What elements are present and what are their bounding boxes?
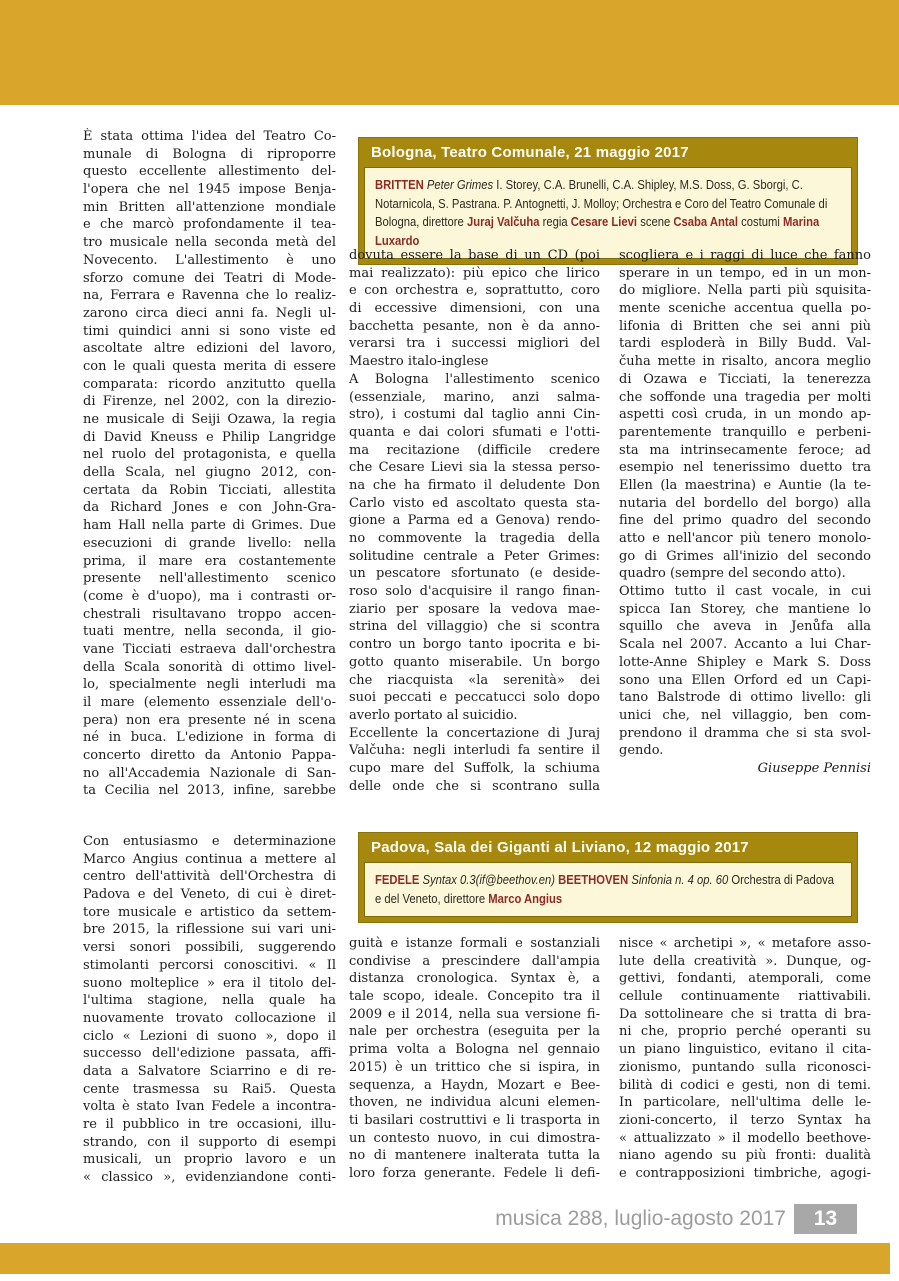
text-line: Carlo visto ed ascoltato questa sta- (349, 495, 600, 511)
text-line: loro forza generante. Fedele li defi- (349, 1165, 600, 1181)
text-line: solitudine centrale a Peter Grimes: (349, 548, 600, 564)
text-line: averlo portato al suicidio. (349, 707, 518, 723)
text-line: contro un borgo tanto ipocrita e bi- (349, 637, 600, 653)
text-line: aspetti così cruda, in un mondo ap- (619, 407, 871, 423)
review-box-cast-panel-bologna (364, 167, 852, 259)
cast-segment: Sinfonia n. 4 op. 60 (628, 873, 732, 887)
cast-segment: BEETHOVEN (558, 873, 629, 887)
text-line: musicali, un proprio lavoro e un (83, 1152, 336, 1168)
text-line: Ellen (la maestrina) e Auntie (la te- (619, 477, 871, 493)
text-line: timi quindici anni si sono viste ed (83, 323, 336, 339)
text-line: min Britten all'attenzione mondiale (83, 199, 336, 215)
text-line: Eccellente la concertazione di Juraj (349, 725, 600, 741)
text-line: tuati mentre, nella seconda, il gio- (83, 624, 336, 640)
text-line: mente sceniche accentua quella po- (619, 301, 871, 317)
review-header-box-bologna (358, 137, 858, 265)
text-line: parentemente tranquillo e perbeni- (619, 424, 871, 440)
review-box-cast-panel-padova (364, 862, 852, 917)
text-line: Scala nel 2007. Accanto a lui Char- (619, 637, 871, 653)
text-line: do migliore. Nella parti più squisita- (619, 283, 871, 299)
text-line: Con entusiasmo e determinazione (83, 834, 336, 849)
text-line: comparata: ricordo anzitutto quella (83, 376, 336, 392)
text-line: lifonia di Britten che sei anni più (619, 318, 871, 334)
text-line: e che marcò profondamente il tea- (83, 217, 336, 233)
text-line: re il pubblico in tre occasioni, illu- (83, 1117, 336, 1132)
text-line: munale di Bologna di riproporre (83, 146, 336, 162)
text-line: zioni-concerto, il terzo Syntax ha (619, 1112, 871, 1128)
text-line: mai realizzato): più epico che lirico (349, 265, 600, 281)
page-footer (495, 1203, 857, 1234)
text-line: nuovamente trovato collocazione il (83, 1010, 336, 1026)
text-line: ciclo « Lezioni di suono », dopo il (83, 1028, 336, 1044)
text-line: dovuta essere la base di un CD (poi (349, 248, 600, 263)
text-line: 2009 e il 2014, nella sua versione fi- (349, 1006, 600, 1022)
text-line: data a Salvatore Sciarrino e di re- (83, 1063, 336, 1079)
text-line: gotto quanto miserabile. Un borgo (349, 654, 600, 670)
text-line: l'opera che nel 1945 impose Benja- (83, 182, 336, 198)
text-line: delle onde che si scontrano sulla (349, 778, 600, 794)
page-number-badge: 13 (794, 1204, 857, 1234)
text-line: lo, specialmente negli interludi ma (83, 677, 336, 693)
text-line: di eccessive dimensioni, con una (349, 301, 600, 317)
text-line: no di mantenere inalterata tutta la (349, 1148, 600, 1164)
text-line: il mare (elemento essenziale dell'o- (83, 695, 336, 710)
text-line: pera) non era presente né in scena (83, 712, 336, 728)
text-line: tore musicale e artistico da settem- (83, 904, 336, 920)
text-line: prima, il mare era costantemente (83, 553, 336, 569)
text-line: lute della creatività ». Dunque, og- (619, 953, 871, 969)
text-line: vane Ticciati estraeva dall'orchestra (83, 641, 336, 657)
text-line: no all'Accademia Nazionale di San- (83, 765, 336, 781)
text-line: nel ruolo del protagonista, e quella (83, 447, 336, 463)
text-line: ma recitazione (difficile credere (349, 442, 600, 458)
text-line: ti basilari costruttivi e li trasporta in (349, 1112, 600, 1128)
bottom-gold-band (0, 1243, 890, 1274)
review-box-title-bologna: Bologna, Teatro Comunale, 21 maggio 2017 (371, 144, 689, 161)
padova-column-right (619, 935, 871, 1183)
text-line: l'ultima stagione, nella quale ha (83, 993, 336, 1009)
text-line: nisce « archetipi », « metafore asso- (619, 936, 871, 951)
text-line: concerto diretto da Antonio Pappa- (83, 748, 336, 764)
cast-segment: Syntax 0.3(if@beethov.en) (419, 873, 559, 887)
text-line: ham Hall nella parte di Grimes. Due (83, 518, 336, 534)
text-line: ne musicale di Seiji Ozawa, la regia (83, 412, 336, 427)
text-line: tale scopo, ideale. Concepito tra il (349, 989, 600, 1005)
text-line: condivise a prescindere dall'ampia (349, 953, 600, 969)
text-line: un pescatore sfortunato (e deside- (349, 566, 600, 582)
text-line: cupo mare del Suffolk, la schiuma (349, 760, 600, 776)
text-line: ascoltate altre edizioni del lavoro, (83, 341, 336, 357)
padova-column-middle (349, 935, 600, 1183)
text-line: (come è d'uopo), ma i contrasti or- (83, 588, 336, 604)
text-line: Ottimo tutto il cast vocale, in cui (619, 584, 871, 600)
bologna-column-left (83, 128, 336, 800)
review-box-cast-padova (375, 871, 841, 908)
text-line: ta Cecilia nel 2013, infine, sarebbe (83, 783, 336, 799)
text-line: presente nell'allestimento scenico (83, 571, 336, 587)
cast-segment: Csaba Antal (673, 215, 738, 229)
text-line: zionismo, puntando sulla riconosci- (619, 1059, 871, 1075)
text-line: suoi peccati e peccatucci solo dopo (349, 690, 600, 706)
text-line: un piano linguistico, evitano il cita- (619, 1042, 871, 1058)
text-line: cellule continuamente riattivabili. (619, 989, 871, 1005)
text-line: e con orchestra e, soprattutto, coro (349, 283, 600, 299)
text-line: che soffonde una tragedia per molti (619, 389, 871, 405)
cast-segment: Marco Angius (488, 891, 563, 906)
review-box-cast-bologna (375, 176, 841, 250)
text-line: Valčuha: negli interludi fa sentire il (349, 743, 600, 759)
text-line: di Firenze, nel 2002, con la direzio- (83, 394, 336, 410)
text-line: bilità di codici e gesti, non di temi. (619, 1077, 871, 1093)
cast-segment: Cesare Lievi (570, 215, 638, 229)
text-line: sequenza, a Haydn, Mozart e Bee- (349, 1077, 600, 1093)
text-line: Da sottolineare che si tratta di bra- (619, 1006, 871, 1022)
text-line: certata da Robin Ticciati, allestita (83, 482, 336, 498)
cast-segment: BRITTEN (375, 178, 424, 192)
padova-column-left (83, 833, 336, 1187)
text-line: unici che, nel villaggio, ben com- (619, 707, 871, 723)
text-line: strina del villaggio) che si scontra (349, 619, 600, 635)
text-line: bacchetta pesante, non è da anno- (349, 318, 600, 334)
text-line: successo dell'edizione passata, affi- (83, 1046, 336, 1062)
text-line: stro), i costumi dal taglio anni Cin- (349, 407, 600, 423)
text-line: « attualizzato » il modello beethove- (619, 1130, 871, 1146)
cast-segment: I. Storey, C.A. Brunelli, C.A. Shipley, M.S. Doss, G. Sborgi, C. Notarnicola, S. Pastrana. P. Antognetti, J. Molloy; Orchestra e Coro del Teatro Comunale di Bologna, direttore (375, 178, 828, 229)
text-line: squillo che aveva in Jenůfa alla (619, 619, 871, 635)
text-line: gettivi, fondanti, atemporali, come (619, 971, 871, 987)
text-line: esempio nel tenerissimo duetto tra (619, 460, 871, 476)
text-line: nutaria del bordello del borgo) alla (619, 495, 871, 511)
text-line: versi sonori possibili, suggerendo (83, 940, 336, 956)
text-line: no commovente la tragedia della (349, 531, 600, 546)
text-line: cente trasmessa su Rai5. Questa (83, 1081, 336, 1097)
text-line: 2015) è un trittico che si ispira, in (349, 1059, 600, 1075)
text-line: di Ozawa e Ticciati, la tenerezza (619, 371, 871, 387)
text-line: In particolare, nell'ultima delle le- (619, 1095, 871, 1111)
text-line: lotte-Anne Shipley e Mark S. Doss (619, 654, 871, 670)
bologna-column-right (619, 247, 871, 778)
text-line: čuha mette in risalto, ancora meglio (619, 354, 871, 370)
text-line: con le quali questa merita di essere (83, 358, 336, 374)
text-line: Maestro italo-inglese (349, 354, 489, 370)
text-line: È stata ottima l'idea del Teatro Co- (83, 129, 336, 144)
text-line: esecuzioni di grande livello: nella (83, 535, 336, 551)
bologna-column-middle (349, 247, 600, 795)
text-line: Giuseppe Pennisi (757, 760, 871, 776)
text-line: questo eccellente allestimento del- (83, 164, 336, 180)
text-line: thoven, ne individua alcuni elemen- (349, 1095, 600, 1111)
text-line: suono molteplice » era il titolo del- (83, 975, 336, 991)
text-line: roso solo d'acquisire il rango finan- (349, 584, 600, 600)
text-line: strando, con il supporto di esempi (83, 1134, 336, 1150)
text-line: atto e nell'ancor più tenero monolo- (619, 531, 871, 546)
cast-segment: FEDELE (375, 873, 420, 887)
text-line: tardi esploderà in Billy Budd. Val- (619, 336, 871, 352)
text-line: gendo. (619, 743, 664, 759)
text-line: na, Ferrara e Ravenna che lo realiz- (83, 288, 336, 304)
text-line: volta è stato Ivan Fedele a incontra- (83, 1099, 336, 1115)
text-line: Marco Angius continua a mettere al (83, 851, 336, 867)
text-line: sono una Ellen Orford ed un Capi- (619, 672, 871, 688)
review-box-title-padova: Padova, Sala dei Giganti al Liviano, 12 maggio 2017 (371, 839, 749, 856)
text-line: distanza cronologica. Syntax è, a (349, 971, 600, 987)
text-line: fine del primo quadro del secondo (619, 513, 871, 529)
text-line: sperare in un tempo, ed in un mon- (619, 265, 871, 281)
text-line: Novecento. L'allestimento è uno (83, 252, 336, 268)
text-line: verarsi tra i successi migliori del (349, 336, 600, 352)
text-line: nale per orchestra (eseguita per la (349, 1024, 600, 1040)
text-line: di David Kneuss e Philip Langridge (83, 429, 336, 445)
top-gold-band (0, 0, 899, 105)
journal-issue-label: musica 288, luglio-agosto 2017 (495, 1206, 786, 1230)
review-header-box-padova (358, 832, 858, 923)
text-line: quanta e dai colori sfumati e l'otti- (349, 424, 600, 440)
text-line: prendono il dramma che si sta svol- (619, 725, 871, 741)
text-line: che riacquista «la serenità» dei (349, 672, 600, 688)
text-line: che Cesare Lievi sia la stessa perso- (349, 460, 600, 476)
cast-segment: scene (637, 215, 674, 229)
text-line: « classico », evidenziandone conti- (83, 1170, 336, 1186)
text-line: A Bologna l'allestimento scenico (349, 371, 600, 387)
cast-segment: Peter Grimes (423, 178, 497, 192)
text-line: prima volta a Bologna nel gennaio (349, 1042, 600, 1058)
text-line: da Richard Jones e con John-Gra- (83, 500, 336, 516)
text-line: un contesto nuovo, in cui dimostra- (349, 1130, 600, 1146)
text-line: centro dell'attività dell'Orchestra di (83, 869, 336, 885)
text-line: Padova e del Veneto, di cui è diret- (83, 887, 336, 903)
text-line: scogliera e i raggi di luce che fanno (619, 248, 871, 263)
text-line: quadro (sempre del secondo atto). (619, 566, 846, 582)
text-line: gione a Parma ed a Genova) rendo- (349, 513, 600, 529)
text-line: go di Grimes all'inizio del secondo (619, 548, 871, 564)
text-line: né in buca. L'edizione in forma di (83, 730, 336, 746)
text-line: stimolanti percorsi conoscitivi. « Il (83, 957, 336, 973)
text-line: bre 2015, la riflessione sui vari uni- (83, 922, 336, 938)
text-line: niano agendo su più fronti: dualità (619, 1148, 871, 1164)
cast-segment: Juraj Valčuha (466, 215, 540, 229)
cast-segment: regia (539, 215, 571, 229)
text-line: na che ha firmato il deludente Don (349, 477, 600, 493)
text-line: ni che, proprio perché operanti su (619, 1024, 871, 1040)
text-line: sta ma intrinsecamente feroce; ad (619, 442, 871, 458)
text-line: tano Balstrode di ottimo livello: gli (619, 690, 871, 706)
cast-segment: Marina Luxardo (375, 215, 820, 248)
text-line: spicca Ian Storey, che mantiene lo (619, 601, 871, 617)
text-line: zarono circa dieci anni fa. Negli ul- (83, 305, 336, 321)
cast-segment: Orchestra di Padova e del Veneto, direttore (375, 873, 834, 906)
text-line: guità e istanze formali e sostanziali (349, 936, 600, 951)
text-line: e contrapposizioni timbriche, agogi- (619, 1165, 871, 1181)
text-line: della Scala sonorità di ottimo livel- (83, 659, 336, 675)
text-line: tro musicale nella seconda metà del (83, 235, 336, 251)
text-line: ziario per sposare la vedova mae- (349, 601, 600, 617)
text-line: chestrali risultavano troppo accen- (83, 606, 336, 622)
text-line: sforzo comune dei Teatri di Mode- (83, 270, 336, 286)
text-line: (essenziale, marino, anzi salma- (349, 389, 600, 405)
text-line: della Scala, nel giugno 2012, con- (83, 465, 336, 481)
cast-segment: costumi (737, 215, 783, 229)
